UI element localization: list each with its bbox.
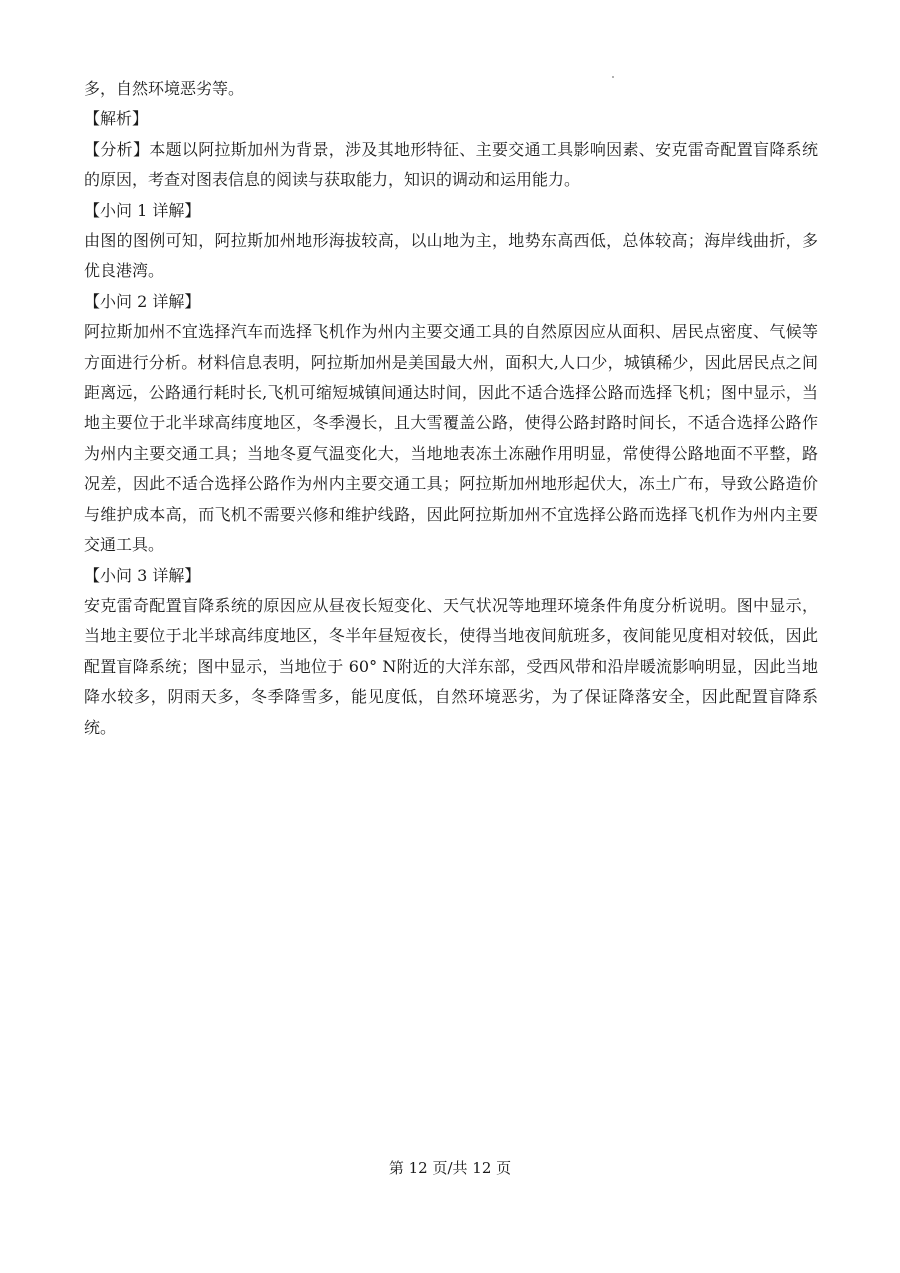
q1-heading: 【小问 1 详解】 — [84, 200, 201, 220]
analysis-label: 【解析】 — [84, 109, 149, 129]
analysis-paragraph: 【分析】本题以阿拉斯加州为背景，涉及其地形特征、主要交通工具影响因素、安克雷奇配置盲降系统的原因，考查对图表信息的阅读与获取能力，知识的调动和运用能力。 — [84, 139, 818, 190]
q2-heading: 【小问 2 详解】 — [84, 291, 201, 311]
continuation-text: 多，自然环境恶劣等。 — [84, 79, 245, 98]
q3-heading: 【小问 3 详解】 — [84, 565, 201, 585]
q2-answer: 阿拉斯加州不宜选择汽车而选择飞机作为州内主要交通工具的自然原因应从面积、居民点密度、气候等方面进行分析。材料信息表明，阿拉斯加州是美国最大州，面积大,人口少，城镇稀少，因此居民点之间距离远，公路通行耗时长,飞机可缩短城镇间通达时间，因此不适合选择公路而选择飞机；图中显示，当地主要位于北半球高纬度地区，冬季漫长，且大雪覆盖公路，使得公路封路时间长，不适合选择公路作为州内主要交通工具；当地冬夏气温变化大，当地地表冻土冻融作用明显，常使得公路地面不平整，路况差，因此不适合选择公路作为州内主要交通工具；阿拉斯加州地形起伏大，冻土广布，导致公路造价与维护成本高，而飞机不需要兴修和维护线路，因此阿拉斯加州不宜选择公路而选择飞机作为州内主要交通工具。 — [84, 322, 818, 555]
q3-answer: 安克雷奇配置盲降系统的原因应从昼夜长短变化、天气状况等地理环境条件角度分析说明。图中显示，当地主要位于北半球高纬度地区，冬半年昼短夜长，使得当地夜间航班多，夜间能见度相对较低，因此配置盲降系统；图中显示，当地位于 60° N附近的大洋东部，受西风带和沿岸暖流影响明显，因此当地降水较多，阴雨天多，冬季降雪多，能见度低，自然环境恶劣，为了保证降落安全，因此配置盲降系统。 — [84, 595, 818, 737]
q1-answer: 由图的图例可知，阿拉斯加州地形海拔较高，以山地为主，地势东高西低，总体较高；海岸线曲折，多优良港湾。 — [84, 231, 818, 281]
page-footer: 第 12 页/共 12 页 — [388, 1159, 512, 1177]
document-body — [84, 74, 818, 743]
